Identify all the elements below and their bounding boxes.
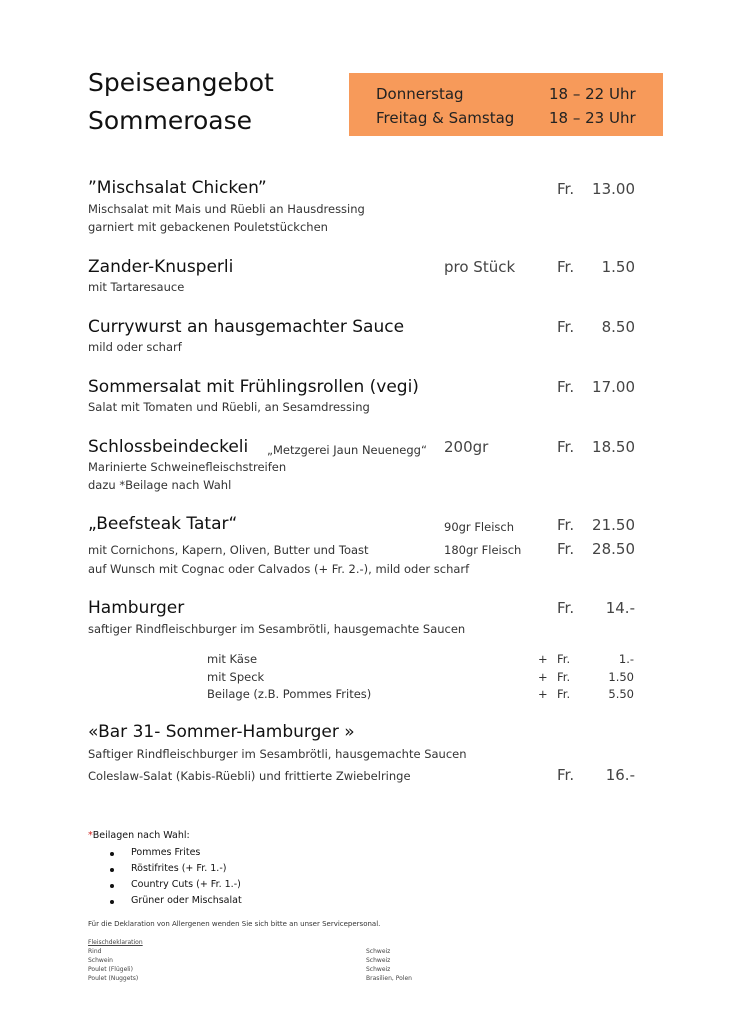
page-title-line2: Sommeroase [88,106,253,135]
hours-time-2: 18 – 23 Uhr [549,109,636,127]
price: 16.- [605,766,635,784]
extra-price: 5.50 [608,687,634,701]
dish-name: ”Mischsalat Chicken” [88,178,267,198]
extra-price: 1.- [618,652,634,666]
meat-origin: Brasilien, Polen [366,975,412,982]
dish-name: «Bar 31- Sommer-Hamburger » [88,722,355,742]
price: 17.00 [592,378,635,396]
dish-name: Zander-Knusperli [88,257,234,277]
dish-description: saftiger Rindfleischburger im Sesambrötli, hausgemachte Saucen [88,622,466,636]
dish-description: mit Cornichons, Kapern, Oliven, Butter und Toast [88,543,369,557]
unit: 180gr Fleisch [444,543,522,557]
dish-name: Sommersalat mit Frühlingsrollen (vegi) [88,377,419,397]
page-title-line1: Speiseangebot [88,68,274,97]
side-item: Pommes Frites [131,847,201,858]
sides-title-text: Beilagen nach Wahl: [92,830,190,841]
dish-name: Currywurst an hausgemachter Sauce [88,317,405,337]
price: 8.50 [601,318,635,336]
bullet-icon [110,884,114,888]
dish-description: mit Tartaresauce [88,280,185,294]
dish-description: Mischsalat mit Mais und Rüebli an Hausdressing [88,202,365,216]
unit: 200gr [444,438,489,456]
price: 21.50 [592,516,635,534]
side-item: Röstifrites (+ Fr. 1.-) [131,863,227,874]
opening-hours-box [349,73,663,136]
extra-currency: Fr. [557,687,571,701]
dish-description: garniert mit gebackenen Pouletstückchen [88,220,328,234]
extra-currency: Fr. [557,670,571,684]
price: 18.50 [592,438,635,456]
price: 14.- [605,599,635,617]
supplier: „Metzgerei Jaun Neuenegg“ [267,443,427,457]
meat-type: Poulet (Flügeli) [88,966,133,973]
extra-label: mit Speck [207,670,265,684]
dish-description: Salat mit Tomaten und Rüebli, an Sesamdressing [88,400,370,414]
currency: Fr. [557,540,575,558]
dish-description: Coleslaw-Salat (Kabis-Rüebli) und frittierte Zwiebelringe [88,769,411,783]
hours-days-2: Freitag & Samstag [376,109,515,127]
meat-origin: Schweiz [366,966,391,973]
sides-title [88,830,190,841]
dish-description: Marinierte Schweinefleischstreifen [88,460,287,474]
bullet-icon [110,852,114,856]
extra-plus: + [538,670,548,684]
meat-type: Poulet (Nuggets) [88,975,139,982]
side-item: Country Cuts (+ Fr. 1.-) [131,879,241,890]
currency: Fr. [557,318,575,336]
side-item: Grüner oder Mischsalat [131,895,242,906]
meat-type: Schwein [88,957,113,964]
price: 13.00 [592,180,635,198]
extra-label: mit Käse [207,652,258,666]
extra-plus: + [538,652,548,666]
dish-description: dazu *Beilage nach Wahl [88,478,232,492]
meat-type: Rind [88,948,102,955]
hours-time-1: 18 – 22 Uhr [549,85,636,103]
meat-origin: Schweiz [366,957,391,964]
hours-days-1: Donnerstag [376,85,464,103]
extra-currency: Fr. [557,652,571,666]
dish-name: Hamburger [88,598,185,618]
unit: 90gr Fleisch [444,520,514,534]
meat-origin: Schweiz [366,948,391,955]
extra-label: Beilage (z.B. Pommes Frites) [207,687,372,701]
currency: Fr. [557,599,575,617]
meat-declaration-title: Fleischdeklaration [88,939,143,946]
currency: Fr. [557,766,575,784]
dish-description: auf Wunsch mit Cognac oder Calvados (+ Fr. 2.-), mild oder scharf [88,562,470,576]
dish-name: Schlossbeindeckeli [88,437,249,457]
unit: pro Stück [444,258,516,276]
price: 28.50 [592,540,635,558]
currency: Fr. [557,378,575,396]
dish-name: „Beefsteak Tatar“ [88,514,238,534]
price: 1.50 [601,258,635,276]
dish-description: mild oder scharf [88,340,182,354]
bullet-icon [110,868,114,872]
currency: Fr. [557,438,575,456]
extra-plus: + [538,687,548,701]
bullet-icon [110,900,114,904]
currency: Fr. [557,180,575,198]
extra-price: 1.50 [608,670,634,684]
allergen-note: Für die Deklaration von Allergenen wenden Sie sich bitte an unser Servicepersonal. [88,920,381,928]
currency: Fr. [557,516,575,534]
sides-asterisk: * [88,830,93,841]
currency: Fr. [557,258,575,276]
dish-description: Saftiger Rindfleischburger im Sesambrötli, hausgemachte Saucen [88,747,467,761]
